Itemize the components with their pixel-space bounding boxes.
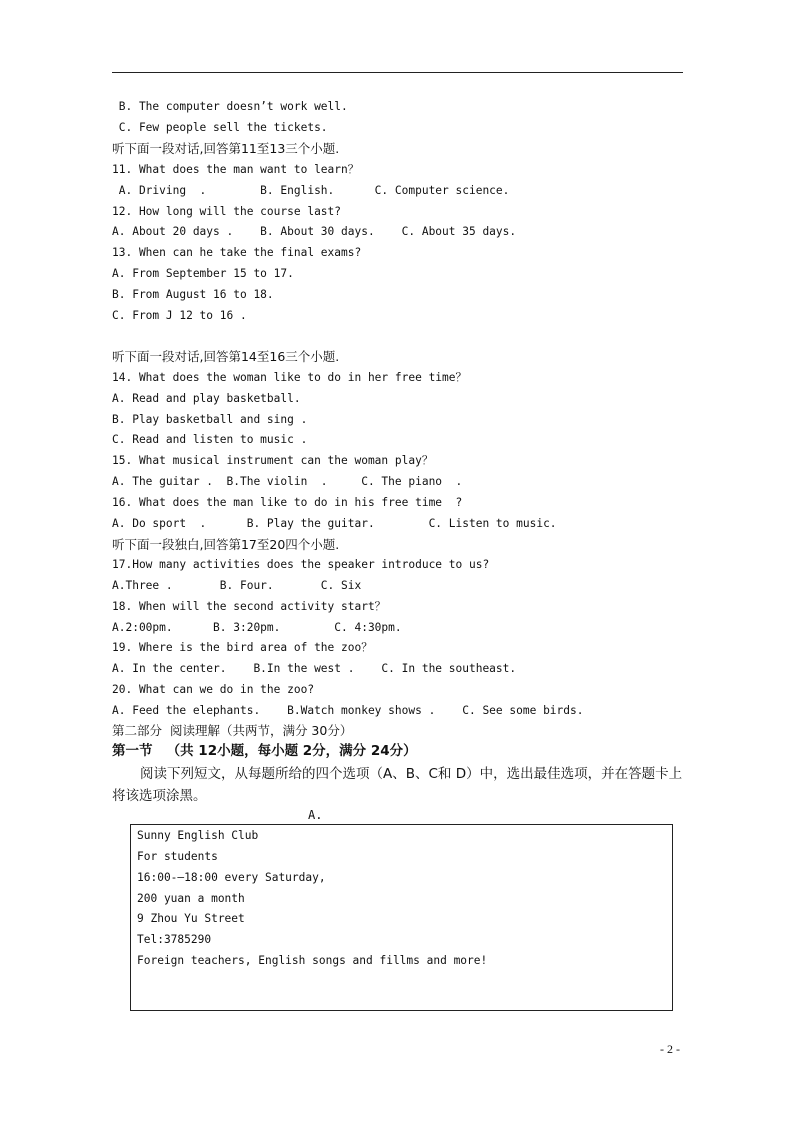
text-line: A. The guitar . B.The violin . C. The piano . [112,475,463,488]
text-line: 16. What does the man like to do in his free time ? [112,496,463,509]
text-line: A. Do sport . B. Play the guitar. C. Listen to music. [112,517,557,530]
instruction-paragraph: 阅读下列短文，从每题所给的四个选项（A、B、C和 D）中，选出最佳选项，并在答题卡上将该选项涂黑。 [112,766,683,804]
box-line: 200 yuan a month [137,892,245,905]
text-line: B. From August 16 to 18. [112,288,274,301]
box-line: 9 Zhou Yu Street [137,912,245,925]
text-line: 14. What does the woman like to do in her free time？ [112,371,467,384]
text-line: 听下面一段独白,回答第17至20四个小题. [112,537,340,552]
box-line: 16:00-—18:00 every Saturday, [137,871,326,884]
page-number: - 2 - [660,1042,680,1056]
text-line: C. From J 12 to 16 . [112,309,247,322]
box-line: Foreign teachers, English songs and fillms and more! [137,954,488,967]
text-line: 听下面一段对话,回答第14至16三个小题. [112,349,340,364]
passage-box [130,824,673,1011]
text-line: 20. What can we do in the zoo? [112,683,315,696]
text-line: A. From September 15 to 17. [112,267,294,280]
text-line: 第二部分 阅读理解（共两节，满分 30分） [112,723,353,738]
text-line: A.2:00pm. B. 3:20pm. C. 4:30pm. [112,621,402,634]
text-line: 15. What musical instrument can the woman play？ [112,454,434,467]
box-line: For students [137,850,218,863]
text-line: B. The computer doesn’t work well. [112,100,348,113]
passage-label: A. [308,808,323,822]
text-line: A. Read and play basketball. [112,392,301,405]
text-line: 11. What does the man want to learn？ [112,163,359,176]
text-line: 18. When will the second activity start？ [112,600,386,613]
text-line: 13. When can he take the final exams? [112,246,362,259]
text-line: 12. How long will the course last? [112,205,342,218]
text-line: A. In the center. B.In the west . C. In the southeast. [112,662,517,675]
text-line: B. Play basketball and sing . [112,413,308,426]
section-heading: 第一节 （共 12小题，每小题 2分，满分 24分） [112,743,417,759]
text-line: 听下面一段对话,回答第11至13三个小题. [112,141,340,156]
box-line: Sunny English Club [137,829,259,842]
text-line: A.Three . B. Four. C. Six [112,579,362,592]
text-line: A. Feed the elephants. B.Watch monkey shows . C. See some birds. [112,704,584,717]
text-line: A. About 20 days . B. About 30 days. C. About 35 days. [112,225,517,238]
text-line: C. Few people sell the tickets. [112,121,328,134]
text-line: 17.How many activities does the speaker introduce to us? [112,558,490,571]
text-line: A. Driving . B. English. C. Computer science. [112,184,510,197]
text-line: C. Read and listen to music . [112,433,308,446]
box-line: Tel:3785290 [137,933,212,946]
text-line: 19. Where is the bird area of the zoo？ [112,641,373,654]
header-rule [112,72,683,73]
